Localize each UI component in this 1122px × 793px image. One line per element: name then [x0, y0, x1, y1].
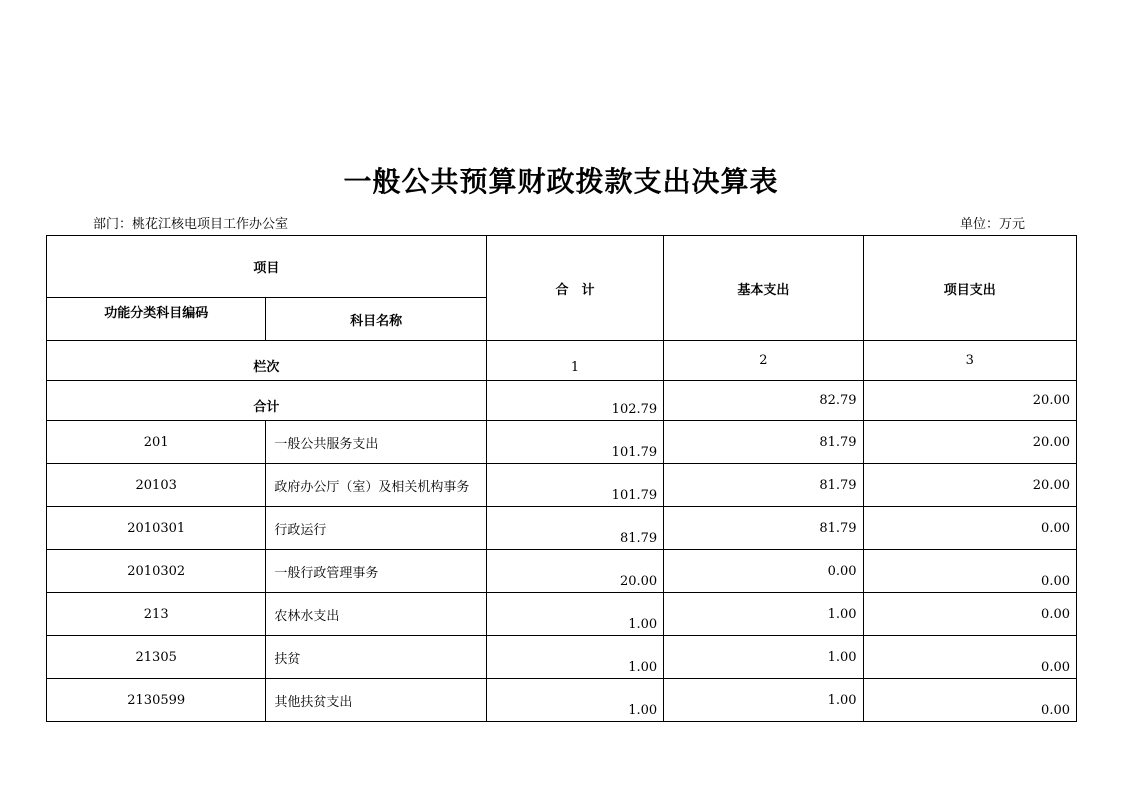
row-total: 1.00: [486, 636, 663, 679]
row-project: 0.00: [863, 507, 1076, 550]
summary-label: 合计: [47, 381, 487, 421]
header-code: 功能分类科目编码: [47, 298, 266, 341]
budget-table: [46, 235, 1077, 722]
row-total: 20.00: [486, 550, 663, 593]
column-index-2: 2: [664, 341, 863, 381]
page-title: 一般公共预算财政拨款支出决算表: [343, 165, 779, 198]
row-basic: 0.00: [664, 550, 863, 593]
row-basic: 1.00: [664, 679, 863, 722]
table-row: [47, 679, 1077, 722]
row-basic: 81.79: [664, 507, 863, 550]
summary-total: 102.79: [486, 381, 663, 421]
row-name: 其他扶贫支出: [266, 679, 486, 722]
row-project: 20.00: [863, 464, 1076, 507]
table-row: [47, 507, 1077, 550]
row-basic: 81.79: [664, 464, 863, 507]
row-code: 201: [47, 421, 266, 464]
summary-project: 20.00: [863, 381, 1076, 421]
row-name: 一般公共服务支出: [266, 421, 486, 464]
table-row: [47, 550, 1077, 593]
row-project: 0.00: [863, 550, 1076, 593]
row-code: 21305: [47, 636, 266, 679]
row-code: 2130599: [47, 679, 266, 722]
row-code: 2010302: [47, 550, 266, 593]
row-code: 213: [47, 593, 266, 636]
row-name: 扶贫: [266, 636, 486, 679]
row-project: 20.00: [863, 421, 1076, 464]
row-total: 101.79: [486, 464, 663, 507]
row-basic: 1.00: [664, 593, 863, 636]
row-code: 20103: [47, 464, 266, 507]
header-item: 项目: [47, 236, 487, 298]
row-total: 1.00: [486, 593, 663, 636]
column-index-3: 3: [863, 341, 1076, 381]
row-total: 101.79: [486, 421, 663, 464]
summary-basic: 82.79: [664, 381, 863, 421]
unit-label: 单位：万元: [960, 217, 1026, 232]
row-basic: 81.79: [664, 421, 863, 464]
row-project: 0.00: [863, 593, 1076, 636]
row-name: 行政运行: [266, 507, 486, 550]
department-label: 部门：桃花江核电项目工作办公室: [93, 217, 289, 232]
header-total: 合 计: [486, 236, 663, 341]
header-basic: 基本支出: [664, 236, 863, 341]
row-total: 81.79: [486, 507, 663, 550]
table-row: [47, 636, 1077, 679]
table-row: [47, 421, 1077, 464]
row-basic: 1.00: [664, 636, 863, 679]
row-project: 0.00: [863, 636, 1076, 679]
header-name: 科目名称: [266, 298, 486, 341]
table-row: [47, 593, 1077, 636]
row-code: 2010301: [47, 507, 266, 550]
row-project: 0.00: [863, 679, 1076, 722]
row-name: 政府办公厅（室）及相关机构事务: [266, 464, 486, 507]
column-index-label: 栏次: [47, 341, 487, 381]
table-row: [47, 464, 1077, 507]
row-name: 一般行政管理事务: [266, 550, 486, 593]
row-name: 农林水支出: [266, 593, 486, 636]
header-project: 项目支出: [863, 236, 1076, 341]
row-total: 1.00: [486, 679, 663, 722]
column-index-1: 1: [486, 341, 663, 381]
